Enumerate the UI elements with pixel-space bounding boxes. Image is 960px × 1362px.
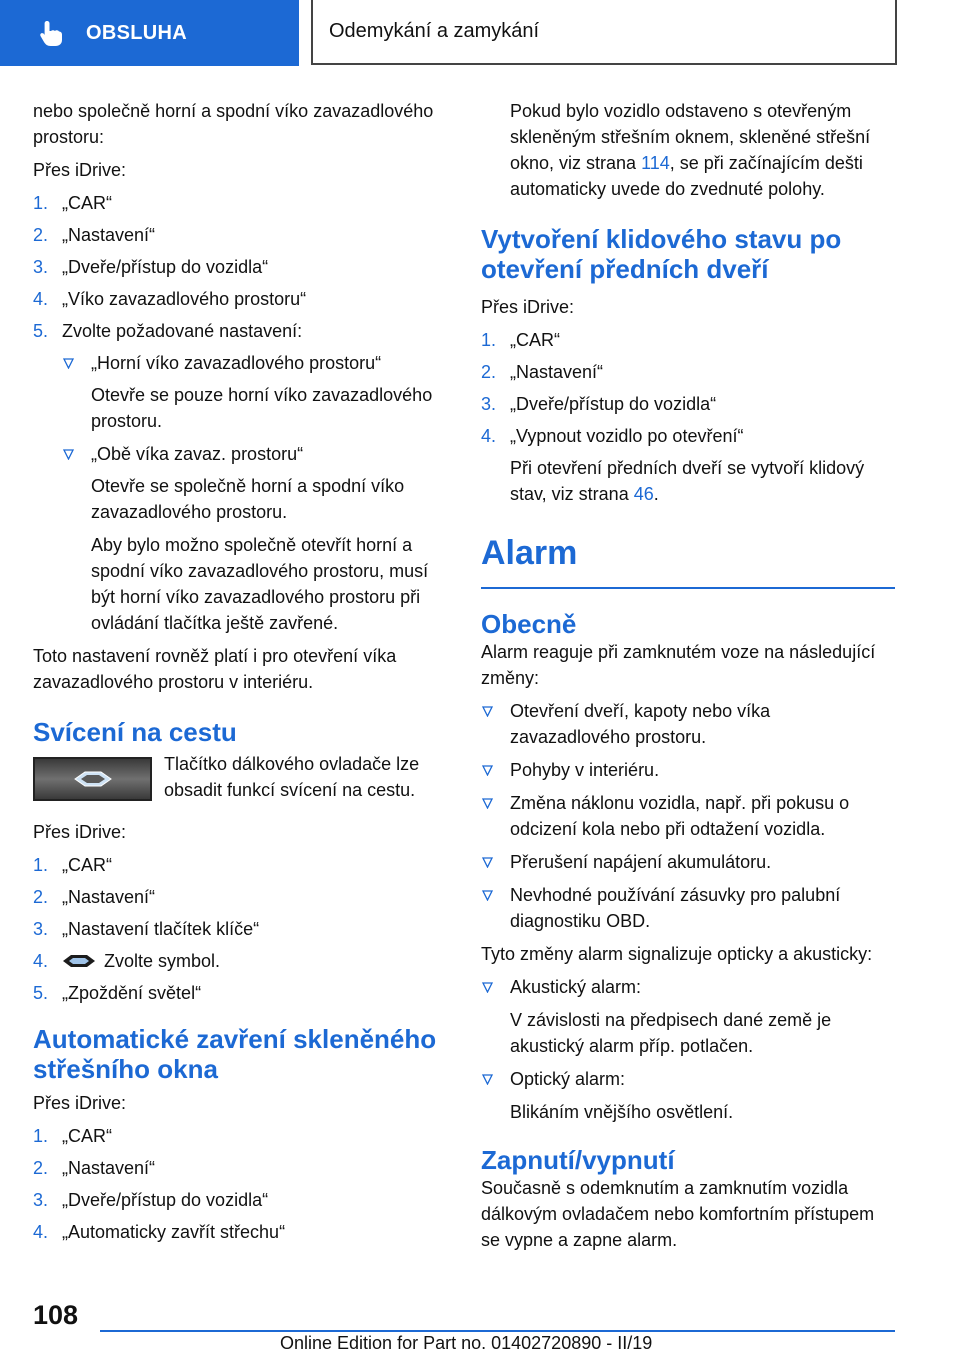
path-light-text: Tlačítko dálkového ovladače lze obsadit funkcí svícení na cestu. — [164, 754, 420, 800]
list-item: 5. „Zpoždění světel“ — [33, 983, 202, 1003]
list-item: „Horní víko zavazadlového prostoru“ — [62, 350, 451, 376]
page-link-46[interactable]: 46 — [633, 484, 654, 504]
list-item: 3. „Dveře/přístup do vozidla“ — [33, 257, 269, 277]
bullet-triangle-icon — [482, 706, 493, 717]
left-column — [33, 98, 451, 1251]
bullet-triangle-icon — [63, 358, 74, 369]
list-item: 5. Zvolte požadované nastavení: — [33, 321, 303, 341]
alarm-heading-block — [481, 533, 895, 589]
bullet-triangle-icon — [482, 890, 493, 901]
toggle-paragraph: Současně s odemknutím a zamknutím vozidla dálkovým ovladačem nebo komfortním přístupem se vypne a zapne alarm. — [481, 1178, 875, 1250]
roof-rain-paragraph: Pokud bylo vozidlo odstaveno s otevřeným skleněným střešním oknem, skleněné střešní okno, viz strana 114, se při začínajícím dešti automaticky uvede do zvednuté polohy. — [510, 101, 871, 199]
right-column — [481, 98, 895, 1260]
option-description: Otevře se pouze horní víko zavazadlového prostoru. — [91, 385, 433, 431]
list-item: 4. „Automaticky zavřít střechu“ — [33, 1222, 286, 1242]
signal-types-list — [481, 974, 895, 1000]
edition-text: Online Edition for Part no. 01402720890 - II/19 — [280, 1333, 653, 1353]
alarm-intro: Alarm reaguje při zamknutém voze na následující změny: — [481, 642, 876, 688]
heading-rest-state: Vytvoření klidového stavu po otevření předních dveří — [481, 224, 842, 284]
list-item: 4. „Vypnout vozidlo po otevření“ — [481, 426, 744, 446]
bullet-triangle-icon — [63, 449, 74, 460]
idrive-label: Přes iDrive: — [481, 297, 575, 317]
option-note: Aby bylo možno společně otevřít horní a spodní víko zavazadlového prostoru, musí být horní víko zavazadlového prostoru při ovládání tlačítka ještě zavřené. — [91, 535, 429, 633]
list-item: 2. „Nastavení“ — [33, 887, 156, 907]
signal-paragraph: Tyto změny alarm signalizuje opticky a akusticky: — [481, 944, 873, 964]
key-button-icon — [33, 757, 152, 801]
options-block — [33, 350, 451, 636]
heading-toggle: Zapnutí/vypnutí — [481, 1145, 675, 1175]
note-paragraph: Toto nastavení rovněž platí i pro otevření víka zavazadlového prostoru v interiéru. — [33, 646, 397, 692]
list-item: Optický alarm: — [481, 1066, 895, 1092]
alarm-triggers-list — [481, 698, 895, 934]
steps-list-auto-roof — [33, 1123, 451, 1245]
light-symbol-icon — [62, 954, 96, 968]
list-item: Přerušení napájení akumulátoru. — [481, 849, 895, 875]
page-link-114[interactable]: 114 — [641, 153, 670, 173]
list-item: 2. „Nastavení“ — [33, 1158, 156, 1178]
list-item: Změna náklonu vozidla, např. při pokusu o odcizení kola nebo při odtažení vozidla. — [481, 790, 895, 842]
idrive-label: Přes iDrive: — [33, 1093, 127, 1113]
idrive-label: Přes iDrive: — [33, 160, 127, 180]
intro-paragraph: nebo společně horní a spodní víko zavazadlového prostoru: — [33, 101, 434, 147]
list-item: 1. „CAR“ — [481, 330, 560, 350]
steps-list-path-light — [33, 852, 451, 1006]
page-number: 108 — [33, 1300, 79, 1330]
list-item: 3. „Dveře/přístup do vozidla“ — [481, 394, 717, 414]
list-item: Nevhodné používání zásuvky pro palubní diagnostiku OBD. — [481, 882, 895, 934]
option-description: Otevře se společně horní a spodní víko zavazadlového prostoru. — [91, 476, 405, 522]
hand-pointer-icon — [38, 19, 64, 47]
idrive-label: Přes iDrive: — [33, 822, 127, 842]
list-item: „Obě víka zavaz. prostoru“ — [62, 441, 451, 467]
list-item: 4. „Víko zavazadlového prostoru“ — [33, 289, 307, 309]
bullet-triangle-icon — [482, 798, 493, 809]
optical-description: Blikáním vnějšího osvětlení. — [510, 1102, 734, 1122]
page-footer — [0, 1296, 960, 1362]
list-item: 1. „CAR“ — [33, 1126, 112, 1146]
list-item: 1. „CAR“ — [33, 193, 112, 213]
bullet-triangle-icon — [482, 857, 493, 868]
heading-auto-roof: Automatické zavření skleněného střešního okna — [33, 1024, 437, 1084]
list-item: 3. „Dveře/přístup do vozidla“ — [33, 1190, 269, 1210]
heading-general: Obecně — [481, 609, 577, 639]
acoustic-description: V závislosti na předpisech dané země je akustický alarm příp. potlačen. — [510, 1010, 832, 1056]
bullet-triangle-icon — [482, 1074, 493, 1085]
section-tab[interactable] — [311, 0, 897, 65]
steps-list-rest-state — [481, 327, 895, 449]
signal-types-list-2 — [481, 1066, 895, 1092]
rest-state-paragraph: Při otevření předních dveří se vytvoří klidový stav, viz strana 46. — [510, 458, 865, 504]
list-item: 1. „CAR“ — [33, 855, 112, 875]
chapter-tab[interactable] — [0, 0, 299, 66]
bullet-triangle-icon — [482, 982, 493, 993]
chapter-label: OBSLUHA — [86, 21, 187, 44]
list-item: Pohyby v interiéru. — [481, 757, 895, 783]
list-item: 3. „Nastavení tlačítek klíče“ — [33, 919, 260, 939]
heading-alarm: Alarm — [481, 534, 578, 572]
page-header — [0, 0, 960, 66]
steps-list-trunk — [33, 190, 451, 344]
list-item: Akustický alarm: — [481, 974, 895, 1000]
bullet-triangle-icon — [482, 765, 493, 776]
list-item: 2. „Nastavení“ — [33, 225, 156, 245]
footer-divider — [100, 1330, 895, 1332]
list-item: 4. Zvolte symbol. — [33, 951, 221, 971]
heading-path-light: Svícení na cestu — [33, 717, 237, 747]
list-item: 2. „Nastavení“ — [481, 362, 604, 382]
list-item: Otevření dveří, kapoty nebo víka zavazadlového prostoru. — [481, 698, 895, 750]
key-button-row — [33, 751, 451, 803]
section-label: Odemykání a zamykání — [329, 20, 540, 42]
